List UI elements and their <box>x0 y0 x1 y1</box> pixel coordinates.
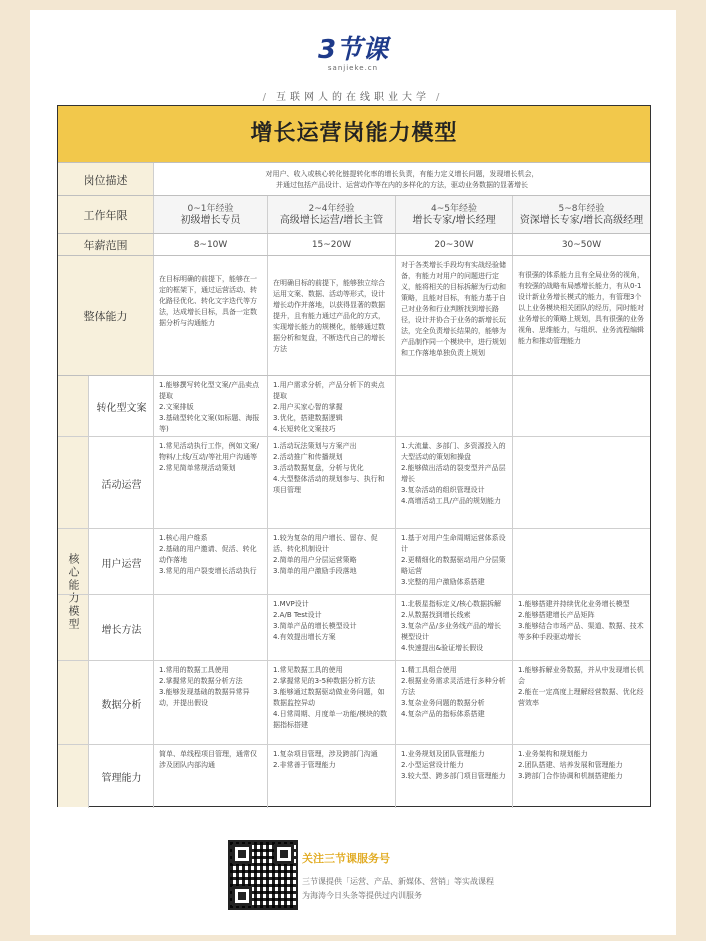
footer-line1: 三节课提供「运营、产品、新媒体、营销」等实战课程 <box>302 877 494 886</box>
doc-title: 增长运营岗能力模型 <box>58 106 650 162</box>
logo-sub: sanjieke.cn <box>327 64 379 72</box>
core-cell: 1.核心用户维系 2.基础的用户邀请、促活、转化动作落地 3.常见的用户裂变增长活动执行 <box>153 529 267 595</box>
core-row-label: 转化型文案 <box>88 376 154 436</box>
qr-code-icon[interactable] <box>228 840 298 910</box>
core-cell: 1.业务架构和规划能力 2.团队搭建、培养发展和管理能力 3.跨部门合作协调和机制搭建能力 <box>512 745 650 808</box>
slogan: / 互联网人的在线职业大学 / <box>262 92 444 103</box>
core-cell: 1.基于对用户生命周期运营体系设计 2.更精细化的数据驱动用户分层策略运营 3.完整的用户激励体系搭建 <box>395 529 512 595</box>
core-cell: 1.能够撰写转化型文案/产品卖点提取 2.文案排版 3.基础型转化文案(如标题、海报等) <box>153 376 267 436</box>
core-cell: 1.MVP设计 2.A/B Test设计 3.简单产品的增长模型设计 4.有效提出增长方案 <box>267 595 395 661</box>
core-cell: 1.常用的数据工具使用 2.掌握常见的数据分析方法 3.能够发现基础的数据异常异动，并提出假设 <box>153 661 267 745</box>
level-title: 资深增长专家/增长高级经理 <box>519 215 644 226</box>
brand-logo <box>30 36 676 72</box>
salary-row <box>58 233 650 256</box>
core-cell <box>512 529 650 595</box>
overall-cell: 在明确目标的前提下，能够独立综合运用文案、数据、活动等形式，设计增长动作并落地，以获得显著的数据提升，且有能力通过产品化的方式，实现增长能力的规模化，能够通过数据分析和复盘，不断迭代自己的增长方法 <box>267 256 395 376</box>
overall-cell: 有很强的体系能力且有全局业务的视角，有较强的战略布局感增长能力，有从0-1设计新业务增长模式的能力，有管理3个以上业务模块相关团队的经历，同时能对业务增长的策略上规划，具有很强的业务视角、思维能力，与组织、业务流程编辑能力和推动管理能力 <box>512 256 650 376</box>
core-cell: 简单、单线程项目管理，通常仅涉及团队内部沟通 <box>153 745 267 808</box>
core-row <box>58 594 650 661</box>
level-col <box>512 196 650 234</box>
footer-title: 关注三节课服务号 <box>302 852 390 865</box>
overall-cell: 对于各类增长手段均有实战经验储备，有能力对用户的问题进行定义，能将相关的目标拆解为行动和策略，且能对目标，有能力基于自己对业务和行业判断找到增长路径，设计并协合于业务的新增长玩法，完全负责增长结果的，能够为产品制作同一个模块中，进行规划和工作落地单独负责上规划 <box>395 256 512 376</box>
description-text <box>153 163 650 196</box>
core-row <box>58 660 650 745</box>
core-row <box>58 436 650 529</box>
core-label: 核心能力模型 <box>58 376 88 807</box>
levels-row <box>58 195 650 234</box>
core-cell: 1.业务规划及团队管理能力 2.小型运营设计能力 3.较大型、跨多部门项目管理能力 <box>395 745 512 808</box>
core-section <box>58 375 650 807</box>
core-cell: 1.大流量、多部门、多资源投入的大型活动的策划和操盘 2.能够做出活动的裂变型并产品层增长 3.复杂活动的组织管理设计 4.高增活动工具/产品的规划能力 <box>395 437 512 529</box>
level-title: 增长专家/增长经理 <box>412 215 496 226</box>
level-col <box>267 196 395 234</box>
core-cell <box>395 376 512 436</box>
level-title: 高级增长运营/增长主管 <box>279 215 384 226</box>
page-sheet <box>30 10 676 935</box>
description-line2: 并通过包括产品设计、运营动作等在内的多样化的方法，驱动业务数据的显著增长 <box>276 180 528 189</box>
core-row <box>58 376 650 436</box>
level-years: 4~5年经验 <box>431 204 477 214</box>
overall-cell: 在目标明确的前提下，能够在一定的框架下，通过运营活动、转化路径优化、转化文字迭代等方法，达成增长目标，具备一定数据分析与沟通能力 <box>153 256 267 376</box>
core-row-label: 增长方法 <box>88 595 154 661</box>
salary-value: 30~50W <box>512 234 650 256</box>
level-years: 2~4年经验 <box>308 204 355 214</box>
salary-value: 20~30W <box>395 234 512 256</box>
logo-mark: 3节课 <box>317 35 389 65</box>
description-label: 岗位描述 <box>58 163 153 196</box>
level-col <box>395 196 512 234</box>
core-cell: 1.常见活动执行工作，例如文案/物料/上线/互动/等社用户沟通等 2.常见简单常规活动策划 <box>153 437 267 529</box>
levels-label: 工作年限 <box>58 196 153 234</box>
core-cell: 1.较为复杂的用户增长、留存、促活、转化机制设计 2.简单的用户分层运营策略 3.简单的用户激励手段落地 <box>267 529 395 595</box>
core-cell: 1.用户需求分析，产品分析下的卖点提取 2.用户买家心智的掌握 3.优化，搭建数据逻辑 4.长短转化文案技巧 <box>267 376 395 436</box>
level-years: 5~8年经验 <box>558 204 605 214</box>
description-line1: 对用户、收入或核心转化链提转化率的增长负责，有能力定义增长问题，发现增长机会， <box>265 169 539 178</box>
core-row <box>58 528 650 595</box>
core-cell <box>512 376 650 436</box>
core-cell: 1.活动玩法策划与方案产出 2.活动推广和传播规划 3.活动数据复盘，分析与优化 4.大型整体活动的规划参与、执行和项目管理 <box>267 437 395 529</box>
salary-label: 年薪范围 <box>58 234 153 256</box>
overall-row <box>58 255 650 376</box>
core-cell <box>512 437 650 529</box>
core-cell <box>153 595 267 661</box>
core-cell: 1.精工具组合使用 2.根据业务需求灵活进行多种分析方法 3.复杂业务问题的数据分析 4.复杂产品的指标体系搭建 <box>395 661 512 745</box>
core-cell: 1.能够拆解业务数据，并从中发现增长机会 2.能在一定高度上理解经营数据、优化经营效率 <box>512 661 650 745</box>
core-cell: 1.常见数据工具的使用 2.掌握常见的3-5种数据分析方法 3.能够通过数据驱动做业务问题，如数据监控异动 4.日常周期、月度单一功能/模块的数据指标搭建 <box>267 661 395 745</box>
level-title: 初级增长专员 <box>180 215 241 226</box>
footer-line2: 为海涛今日头条等提供过内训服务 <box>302 891 422 900</box>
core-row <box>58 744 650 808</box>
description-row <box>58 162 650 196</box>
core-row-label: 管理能力 <box>88 745 154 808</box>
salary-value: 15~20W <box>267 234 395 256</box>
overall-label: 整体能力 <box>58 256 153 376</box>
salary-value: 8~10W <box>153 234 267 256</box>
core-cell: 1.能够搭建并持续优化业务增长模型 2.能够搭建增长产品矩阵 3.能够结合市场产品、渠道、数据、技术等多种手段驱动增长 <box>512 595 650 661</box>
ability-table <box>57 105 651 807</box>
core-row-label: 用户运营 <box>88 529 154 595</box>
level-col <box>153 196 267 234</box>
core-cell: 1.复杂项目管理，涉及跨部门沟通 2.非常善于管理能力 <box>267 745 395 808</box>
core-cell: 1.北极星指标定义/核心数据拆解 2.从数据找到增长线索 3.复杂产品/多业务线产品的增长模型设计 4.快速提出&验证增长假设 <box>395 595 512 661</box>
core-row-label: 数据分析 <box>88 661 154 745</box>
core-row-label: 活动运营 <box>88 437 154 529</box>
level-years: 0~1年经验 <box>187 204 234 214</box>
